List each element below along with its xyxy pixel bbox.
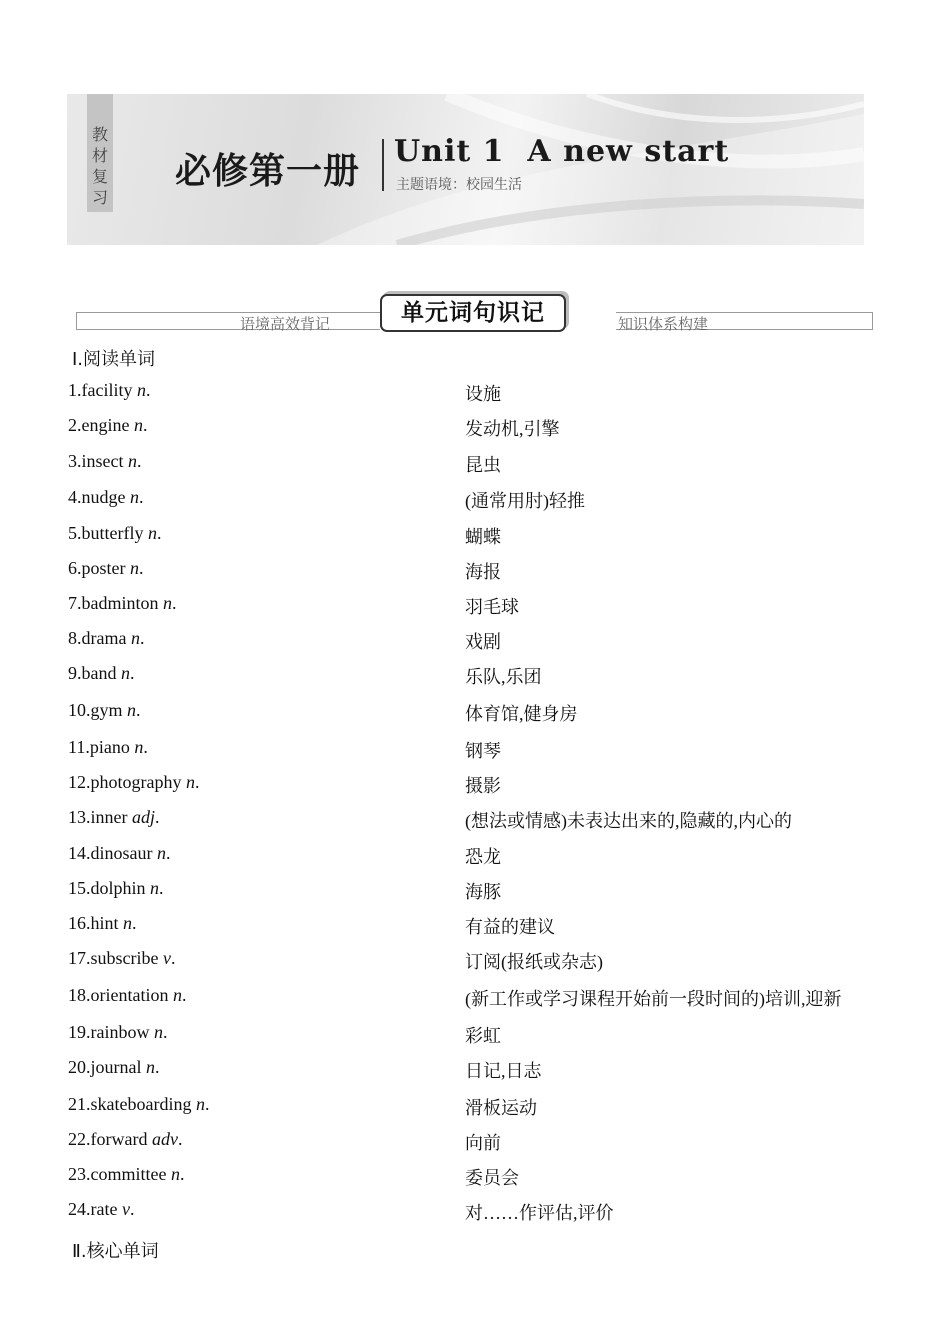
- vocab-word: 4.nudge n.: [68, 487, 144, 507]
- vocab-number: 5.: [68, 523, 82, 543]
- vocab-row: [0, 1057, 950, 1092]
- section-bar-left-frame: [76, 312, 380, 330]
- vocab-part-of-speech: n: [185, 772, 195, 792]
- vocab-number: 12.: [68, 772, 91, 792]
- vocab-number: 10.: [68, 700, 91, 720]
- vocab-part-of-speech: v: [121, 1199, 130, 1219]
- vocab-word: 13.inner adj.: [68, 807, 160, 827]
- vocab-row: [0, 913, 950, 948]
- vocab-part-of-speech: v: [162, 948, 171, 968]
- vocab-number: 19.: [68, 1022, 91, 1042]
- vocab-row: [0, 628, 950, 663]
- vocab-meaning: (新工作或学习课程开始前一段时间的)培训,迎新: [465, 989, 842, 1009]
- vocab-part-of-speech: n: [195, 1094, 205, 1114]
- vocab-part-of-speech: n: [157, 843, 166, 863]
- vocab-row: [0, 700, 950, 735]
- vocab-part-of-speech: n: [134, 737, 144, 757]
- vocab-word: 10.gym n.: [68, 700, 141, 720]
- vocab-word: 6.poster n.: [68, 558, 144, 578]
- vocab-meaning: 日记,日志: [465, 1061, 542, 1081]
- vocab-meaning: 羽毛球: [465, 597, 519, 617]
- vocab-meaning: 摄影: [465, 776, 501, 796]
- unit-title: Unit 1 A new start: [394, 134, 730, 169]
- vocab-number: 17.: [68, 948, 91, 968]
- vocab-term: engine: [81, 415, 134, 435]
- vocab-number: 1.: [68, 380, 82, 400]
- vocab-part-of-speech: n: [127, 700, 137, 720]
- vocab-row: [0, 737, 950, 772]
- vocab-term: rainbow: [90, 1022, 154, 1042]
- vocab-word: 22.forward adv.: [68, 1129, 183, 1149]
- vocab-term: skateboarding: [90, 1094, 196, 1114]
- vocab-term: badminton: [81, 593, 163, 613]
- vocab-term: drama: [81, 628, 131, 648]
- vocab-part-of-speech: n: [172, 985, 182, 1005]
- vocab-part-of-speech: n: [121, 663, 130, 683]
- vocab-meaning: 体育馆,健身房: [465, 704, 578, 724]
- vocab-row: [0, 1129, 950, 1164]
- vocab-word: 12.photography n.: [68, 772, 200, 792]
- section-left-label: 语境高效背记: [240, 315, 331, 333]
- vocab-number: 15.: [68, 878, 91, 898]
- vocab-number: 24.: [68, 1199, 91, 1219]
- vocab-meaning: (想法或情感)未表达出来的,隐藏的,内心的: [465, 811, 792, 831]
- vocab-word: 9.band n.: [68, 663, 135, 683]
- vocab-term: nudge: [81, 487, 130, 507]
- vocab-meaning: 委员会: [465, 1168, 519, 1188]
- vocab-row: [0, 380, 950, 415]
- vocab-part-of-speech: n: [153, 1022, 163, 1042]
- heading-reading-words: Ⅰ.阅读单词: [72, 349, 156, 370]
- vocab-word: 7.badminton n.: [68, 593, 177, 613]
- vocab-part-of-speech: n: [150, 878, 160, 898]
- vocab-meaning: 订阅(报纸或杂志): [465, 952, 603, 972]
- vocab-term: insect: [81, 451, 128, 471]
- vocab-word: 14.dinosaur n.: [68, 843, 171, 863]
- vocab-term: facility: [81, 380, 137, 400]
- vocab-row: [0, 663, 950, 698]
- vocab-part-of-speech: n: [130, 628, 140, 648]
- vocab-term: rate: [90, 1199, 122, 1219]
- vocab-term: band: [81, 663, 121, 683]
- vocab-meaning: 设施: [465, 384, 501, 404]
- vocab-number: 11.: [68, 737, 90, 757]
- vocab-part-of-speech: n: [163, 593, 172, 613]
- vocab-number: 16.: [68, 913, 91, 933]
- vocab-term: dolphin: [90, 878, 151, 898]
- vocab-part-of-speech: n: [130, 558, 139, 578]
- vocab-word: 24.rate v.: [68, 1199, 135, 1219]
- vocab-word: 11.piano n.: [68, 737, 148, 757]
- vocab-number: 7.: [68, 593, 82, 613]
- vocab-term: photography: [90, 772, 186, 792]
- vocab-part-of-speech: adj: [131, 807, 155, 827]
- vocab-meaning: 海报: [465, 562, 501, 582]
- vocab-part-of-speech: n: [147, 523, 157, 543]
- vocab-part-of-speech: n: [128, 451, 137, 471]
- vocab-row: [0, 1199, 950, 1234]
- vocab-row: [0, 878, 950, 913]
- vocab-word: 1.facility n.: [68, 380, 151, 400]
- vocab-row: [0, 843, 950, 878]
- vocab-term: subscribe: [90, 948, 163, 968]
- heading-core-words: Ⅱ.核心单词: [72, 1241, 159, 1262]
- vocab-meaning: (通常用肘)轻推: [465, 491, 585, 511]
- vocab-meaning: 海豚: [465, 882, 501, 902]
- vocab-part-of-speech: n: [133, 415, 143, 435]
- vocab-meaning: 有益的建议: [465, 917, 555, 937]
- vocab-word: 15.dolphin n.: [68, 878, 164, 898]
- vocab-part-of-speech: adv: [151, 1129, 178, 1149]
- theme-context: 主题语境：校园生活: [396, 177, 522, 193]
- vocab-row: [0, 523, 950, 558]
- vocab-row: [0, 415, 950, 450]
- vocab-meaning: 滑板运动: [465, 1098, 537, 1118]
- vocab-word: 5.butterfly n.: [68, 523, 162, 543]
- vocab-part-of-speech: n: [123, 913, 133, 933]
- vocab-term: journal: [90, 1057, 146, 1077]
- vocab-meaning: 对……作评估,评价: [465, 1203, 614, 1223]
- vocab-word: 8.drama n.: [68, 628, 145, 648]
- vocab-row: [0, 1022, 950, 1057]
- vocab-meaning: 向前: [465, 1133, 501, 1153]
- vocab-meaning: 恐龙: [465, 847, 501, 867]
- vocab-row: [0, 451, 950, 486]
- vocab-term: inner: [90, 807, 132, 827]
- vocab-meaning: 蝴蝶: [465, 527, 501, 547]
- vocab-number: 23.: [68, 1164, 91, 1184]
- vocab-number: 22.: [68, 1129, 91, 1149]
- vocab-number: 2.: [68, 415, 82, 435]
- vocab-number: 8.: [68, 628, 82, 648]
- vocab-term: orientation: [90, 985, 173, 1005]
- vocab-word: 19.rainbow n.: [68, 1022, 168, 1042]
- vocab-term: committee: [90, 1164, 171, 1184]
- vocab-number: 6.: [68, 558, 82, 578]
- title-divider: [382, 139, 384, 191]
- vocab-row: [0, 772, 950, 807]
- vocab-row: [0, 807, 950, 842]
- vocab-number: 14.: [68, 843, 91, 863]
- vocab-term: gym: [90, 700, 128, 720]
- vocab-row: [0, 948, 950, 983]
- vocab-row: [0, 1164, 950, 1199]
- vocab-meaning: 彩虹: [465, 1026, 501, 1046]
- vocab-meaning: 钢琴: [465, 741, 501, 761]
- vocab-number: 9.: [68, 663, 82, 683]
- vocab-term: hint: [90, 913, 124, 933]
- vocab-row: [0, 487, 950, 522]
- vocab-word: 2.engine n.: [68, 415, 148, 435]
- vocab-word: 17.subscribe v.: [68, 948, 176, 968]
- vocab-term: dinosaur: [90, 843, 157, 863]
- vocab-meaning: 戏剧: [465, 632, 501, 652]
- vocab-number: 21.: [68, 1094, 91, 1114]
- section-right-label: 知识体系构建: [618, 315, 709, 333]
- vocab-part-of-speech: n: [136, 380, 146, 400]
- vocab-number: 3.: [68, 451, 82, 471]
- vocab-meaning: 昆虫: [465, 455, 501, 475]
- vocab-number: 20.: [68, 1057, 91, 1077]
- vocab-meaning: 发动机,引擎: [465, 419, 560, 439]
- side-tab-label: 教材复习: [87, 94, 113, 212]
- vocab-term: poster: [81, 558, 130, 578]
- vocab-number: 18.: [68, 985, 91, 1005]
- vocab-number: 4.: [68, 487, 82, 507]
- vocab-term: piano: [89, 737, 135, 757]
- vocab-term: butterfly: [81, 523, 148, 543]
- vocab-word: 18.orientation n.: [68, 985, 187, 1005]
- vocab-meaning: 乐队,乐团: [465, 667, 542, 687]
- unit-banner: [67, 94, 864, 245]
- book-title: 必修第一册: [175, 151, 361, 192]
- vocab-row: [0, 558, 950, 593]
- vocab-row: [0, 1094, 950, 1129]
- vocab-word: 16.hint n.: [68, 913, 137, 933]
- vocab-row: [0, 985, 950, 1020]
- vocab-part-of-speech: n: [130, 487, 139, 507]
- vocab-word: 3.insect n.: [68, 451, 142, 471]
- vocab-part-of-speech: n: [146, 1057, 155, 1077]
- section-badge: 单元词句识记: [380, 294, 566, 332]
- vocab-part-of-speech: n: [170, 1164, 180, 1184]
- vocab-word: 21.skateboarding n.: [68, 1094, 210, 1114]
- vocab-word: 23.committee n.: [68, 1164, 185, 1184]
- vocab-row: [0, 593, 950, 628]
- vocab-number: 13.: [68, 807, 91, 827]
- vocab-word: 20.journal n.: [68, 1057, 160, 1077]
- vocab-term: forward: [90, 1129, 152, 1149]
